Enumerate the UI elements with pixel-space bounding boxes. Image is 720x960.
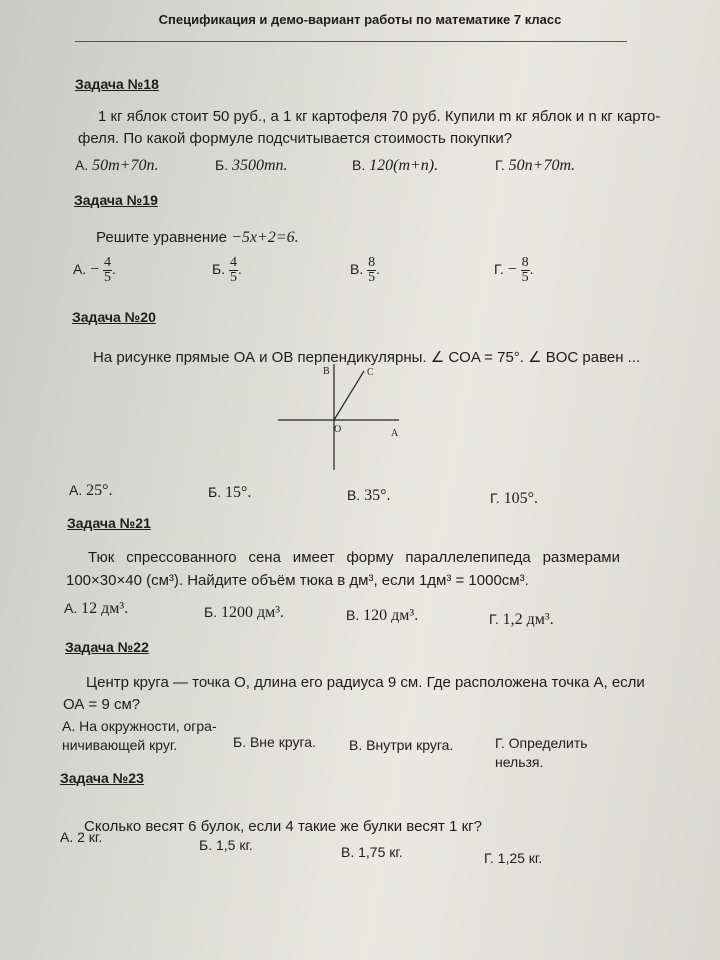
task-22-answer-b — [233, 734, 316, 750]
fraction-numerator: 8 — [521, 255, 529, 270]
task-21-text-line1: Тюк спрессованного сена имеет форму параллелепипеда размерами — [88, 549, 620, 566]
answer-label: Б. — [212, 261, 226, 278]
answer-value-continued: ничивающей круг. — [62, 737, 178, 753]
fraction-denominator: 5 — [368, 270, 376, 285]
fraction-denominator: 5 — [229, 270, 237, 285]
answer-value: 1,75 кг. — [358, 844, 403, 860]
answer-value: 1,5 кг. — [215, 837, 253, 853]
answer-label: В. — [349, 737, 363, 753]
answer-value: 1,2 дм³. — [502, 611, 554, 628]
answer-label: Б. — [208, 484, 222, 500]
task-20-answer-a — [69, 482, 113, 500]
task-19-answer-d: Г. − $\frac{8}{5}$ . — [494, 255, 534, 285]
answer-value: 1200 дм³. — [220, 604, 285, 621]
task-20-answer-c — [347, 487, 391, 505]
answer-value: 15°. — [224, 484, 252, 501]
point-b-label: B — [323, 366, 330, 377]
answer-value: 50n+70m. — [508, 157, 576, 174]
answer-value: Вне круга. — [249, 734, 316, 750]
perpendicular-lines-diagram — [275, 362, 410, 474]
fraction — [103, 256, 112, 285]
answer-label: В. — [347, 487, 361, 503]
task-19-answer-b: Б. $\frac{4}{5}$ . — [212, 255, 242, 285]
task-19-equation: −5x+2=6. — [231, 229, 299, 246]
task-20-title: Задача №20 — [72, 309, 156, 325]
answer-label: Г. — [489, 611, 499, 627]
ray-oc — [334, 371, 364, 420]
task-22-answer-d — [495, 734, 605, 772]
answer-value-continued: нельзя. — [495, 754, 544, 770]
answer-label: В. — [350, 261, 364, 278]
task-23-answer-a — [60, 829, 102, 845]
answer-value: 50m+70n. — [92, 157, 159, 174]
task-22-title: Задача №22 — [65, 639, 149, 655]
answer-value: 3500mn. — [231, 157, 288, 174]
answer-label: А. — [62, 718, 76, 734]
task-23-title: Задача №23 — [60, 770, 144, 786]
task-19-answer-c: В. $\frac{8}{5}$ . — [350, 255, 381, 285]
answer-label: А. — [75, 157, 89, 173]
answer-label: Б. — [233, 734, 247, 750]
answer-label: А. — [73, 261, 87, 278]
answer-label: Г. — [490, 490, 500, 506]
answer-label: В. — [352, 157, 366, 173]
task-20-answer-b — [208, 484, 251, 502]
fraction-sign: − — [90, 261, 100, 279]
fraction-denominator: 5 — [521, 270, 529, 285]
point-o-label: O — [334, 424, 342, 435]
answer-label: Г. — [494, 261, 504, 278]
fraction-numerator: 4 — [104, 255, 112, 270]
task-23-answer-b — [199, 837, 253, 853]
task-22-answer-a — [62, 717, 227, 755]
task-22-answer-c — [349, 737, 453, 753]
fraction-denominator: 5 — [104, 270, 112, 285]
task-20-answer-d — [490, 490, 538, 508]
task-18-title: Задача №18 — [75, 76, 159, 92]
task-21-text-line2: 100×30×40 (см³). Найдите объём тюка в дм³, если 1дм³ = 1000см³. — [66, 572, 529, 589]
answer-label: А. — [64, 600, 78, 616]
fraction-numerator: 4 — [229, 255, 237, 270]
answer-value: 35°. — [364, 487, 391, 504]
task-21-answer-b — [204, 604, 284, 622]
task-18-answer-d — [495, 157, 575, 175]
task-22-text-line1: Центр круга — точка О, длина его радиуса 9 см. Где расположена точка А, если — [86, 674, 645, 691]
task-19-title: Задача №19 — [74, 192, 158, 208]
task-19-text — [96, 229, 299, 247]
task-18-answer-c — [352, 157, 438, 175]
answer-value: 120 дм³. — [363, 607, 419, 624]
task-18-text-line2: феля. По какой формуле подсчитывается стоимость покупки? — [78, 130, 513, 147]
answer-value: 12 дм³. — [81, 600, 129, 617]
fraction — [229, 256, 238, 285]
answer-label: Г. — [484, 850, 494, 866]
fraction — [367, 256, 376, 285]
answer-label: А. — [60, 829, 74, 845]
answer-label: Б. — [199, 837, 213, 853]
task-18-answer-a — [75, 157, 158, 175]
task-18-answer-b — [215, 157, 288, 175]
task-23-text: Сколько весят 6 булок, если 4 такие же булки весят 1 кг? — [84, 818, 482, 835]
task-21-title: Задача №21 — [67, 515, 151, 531]
answer-label: В. — [341, 844, 355, 860]
task-22-text-line2: ОА = 9 см? — [63, 696, 141, 713]
task-21-answer-a — [64, 600, 128, 618]
answer-value: 105°. — [503, 490, 539, 507]
answer-value: 2 кг. — [77, 829, 103, 845]
fraction-sign: − — [507, 261, 517, 279]
header-divider — [75, 41, 627, 42]
task-23-answer-c — [341, 844, 403, 860]
task-19-answer-a: А. − $\frac{4}{5}$ . — [73, 255, 116, 285]
fraction-numerator: 8 — [368, 255, 376, 270]
answer-label: В. — [346, 607, 360, 623]
answer-value: 25°. — [86, 482, 113, 499]
task-21-answer-c — [346, 607, 418, 625]
answer-value: 120(m+n). — [369, 157, 439, 174]
answer-value: Определить — [508, 735, 588, 751]
answer-label: А. — [69, 482, 83, 498]
page-header: Спецификация и демо-вариант работы по математике 7 класс — [158, 12, 562, 27]
task-23-answer-d — [484, 850, 542, 866]
answer-label: Б. — [204, 604, 218, 620]
point-a-label: A — [391, 428, 399, 439]
answer-label: Г. — [495, 735, 505, 751]
answer-value: 1,25 кг. — [497, 850, 543, 866]
answer-value: Внутри круга. — [366, 737, 454, 753]
fraction — [521, 256, 530, 285]
task-18-text-line1: 1 кг яблок стоит 50 руб., а 1 кг картофеля 70 руб. Купили m кг яблок и n кг карто- — [98, 108, 661, 125]
task-21-answer-d — [489, 611, 554, 629]
task-20-text: На рисунке прямые ОА и ОВ перпендикулярны. ∠ COA = 75°. ∠ BOC равен ... — [93, 349, 641, 366]
answer-value: На окружности, огра- — [79, 718, 217, 734]
answer-label: Б. — [215, 157, 229, 173]
task-19-prompt: Решите уравнение — [96, 229, 227, 246]
answer-label: Г. — [495, 157, 505, 173]
point-c-label: C — [367, 367, 374, 378]
